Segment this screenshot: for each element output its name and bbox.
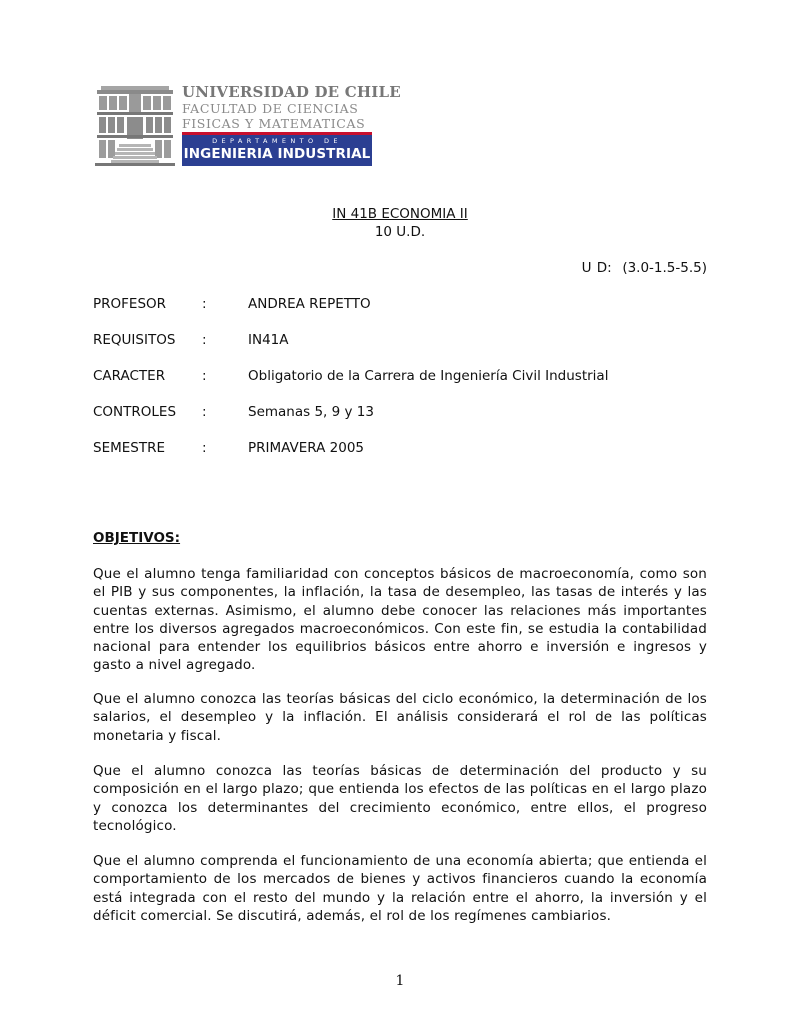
info-separator: :	[202, 368, 207, 384]
info-separator: :	[202, 296, 207, 312]
university-name: UNIVERSIDAD DE CHILE	[182, 83, 401, 101]
info-label: CONTROLES	[93, 404, 177, 420]
objective-paragraph-3: Que el alumno conozca las teorías básicas de determinación del producto y su composición en el largo plazo; que entienda los efectos de las políticas en el largo plazo y conozca los determinantes del crecimiento económico, entre ellos, el progreso tecnológico.	[93, 763, 707, 834]
info-value: IN41A	[248, 332, 289, 348]
university-building-icon	[95, 84, 175, 166]
objective-paragraph-4: Que el alumno comprenda el funcionamiento de una economía abierta; que entienda el comportamiento de los mercados de bienes y activos financieros cuando la economía está integrada con el resto del mundo y la relación entre el ahorro, la inversión y el déficit comercial. Se discutirá, además, el rol de los regímenes cambiarios.	[93, 853, 707, 924]
department-name: INGENIERIA INDUSTRIAL	[183, 146, 371, 162]
info-value: Obligatorio de la Carrera de Ingeniería Civil Industrial	[248, 368, 609, 384]
ud-distribution	[582, 259, 707, 277]
info-label: PROFESOR	[93, 296, 167, 312]
course-title: IN 41B ECONOMIA II	[332, 206, 468, 222]
objectives-heading: OBJETIVOS:	[93, 530, 181, 546]
info-value: Semanas 5, 9 y 13	[248, 404, 374, 420]
info-separator: :	[202, 404, 207, 420]
info-value: PRIMAVERA 2005	[248, 440, 365, 456]
objective-paragraph-2: Que el alumno conozca las teorías básicas del ciclo económico, la determinación de los salarios, el desempleo y la inflación. El análisis considerará el rol de las políticas monetaria y fiscal.	[93, 691, 707, 744]
ud-value: (3.0-1.5-5.5)	[622, 260, 707, 276]
department-label: DEPARTAMENTO DE	[212, 137, 342, 145]
info-separator: :	[202, 440, 207, 456]
info-label: REQUISITOS	[93, 332, 176, 348]
university-logo	[95, 83, 401, 166]
ud-label: U D:	[581, 260, 612, 276]
objective-paragraph-1: Que el alumno tenga familiaridad con conceptos básicos de macroeconomía, como son el PIB y sus componentes, la inflación, la tasa de desempleo, las tasas de interés y las cuentas externas. Asimismo, el alumno debe conocer las relaciones más importantes entre los diversos agregados macroeconómicos. Con este fin, se estudia la contabilidad nacional para entender los equilibrios básicos entre ahorro e inversión e ingresos y gasto a nivel agregado.	[93, 566, 707, 674]
faculty-line-1: FACULTAD DE CIENCIAS	[182, 101, 359, 116]
info-value: ANDREA REPETTO	[248, 296, 371, 312]
info-label: CARACTER	[93, 368, 166, 384]
page-number: 1	[395, 973, 405, 989]
department-banner	[182, 132, 372, 166]
info-label: SEMESTRE	[93, 440, 166, 456]
course-units: 10 U.D.	[374, 224, 426, 240]
faculty-line-2: FISICAS Y MATEMATICAS	[182, 116, 366, 131]
info-separator: :	[202, 332, 207, 348]
